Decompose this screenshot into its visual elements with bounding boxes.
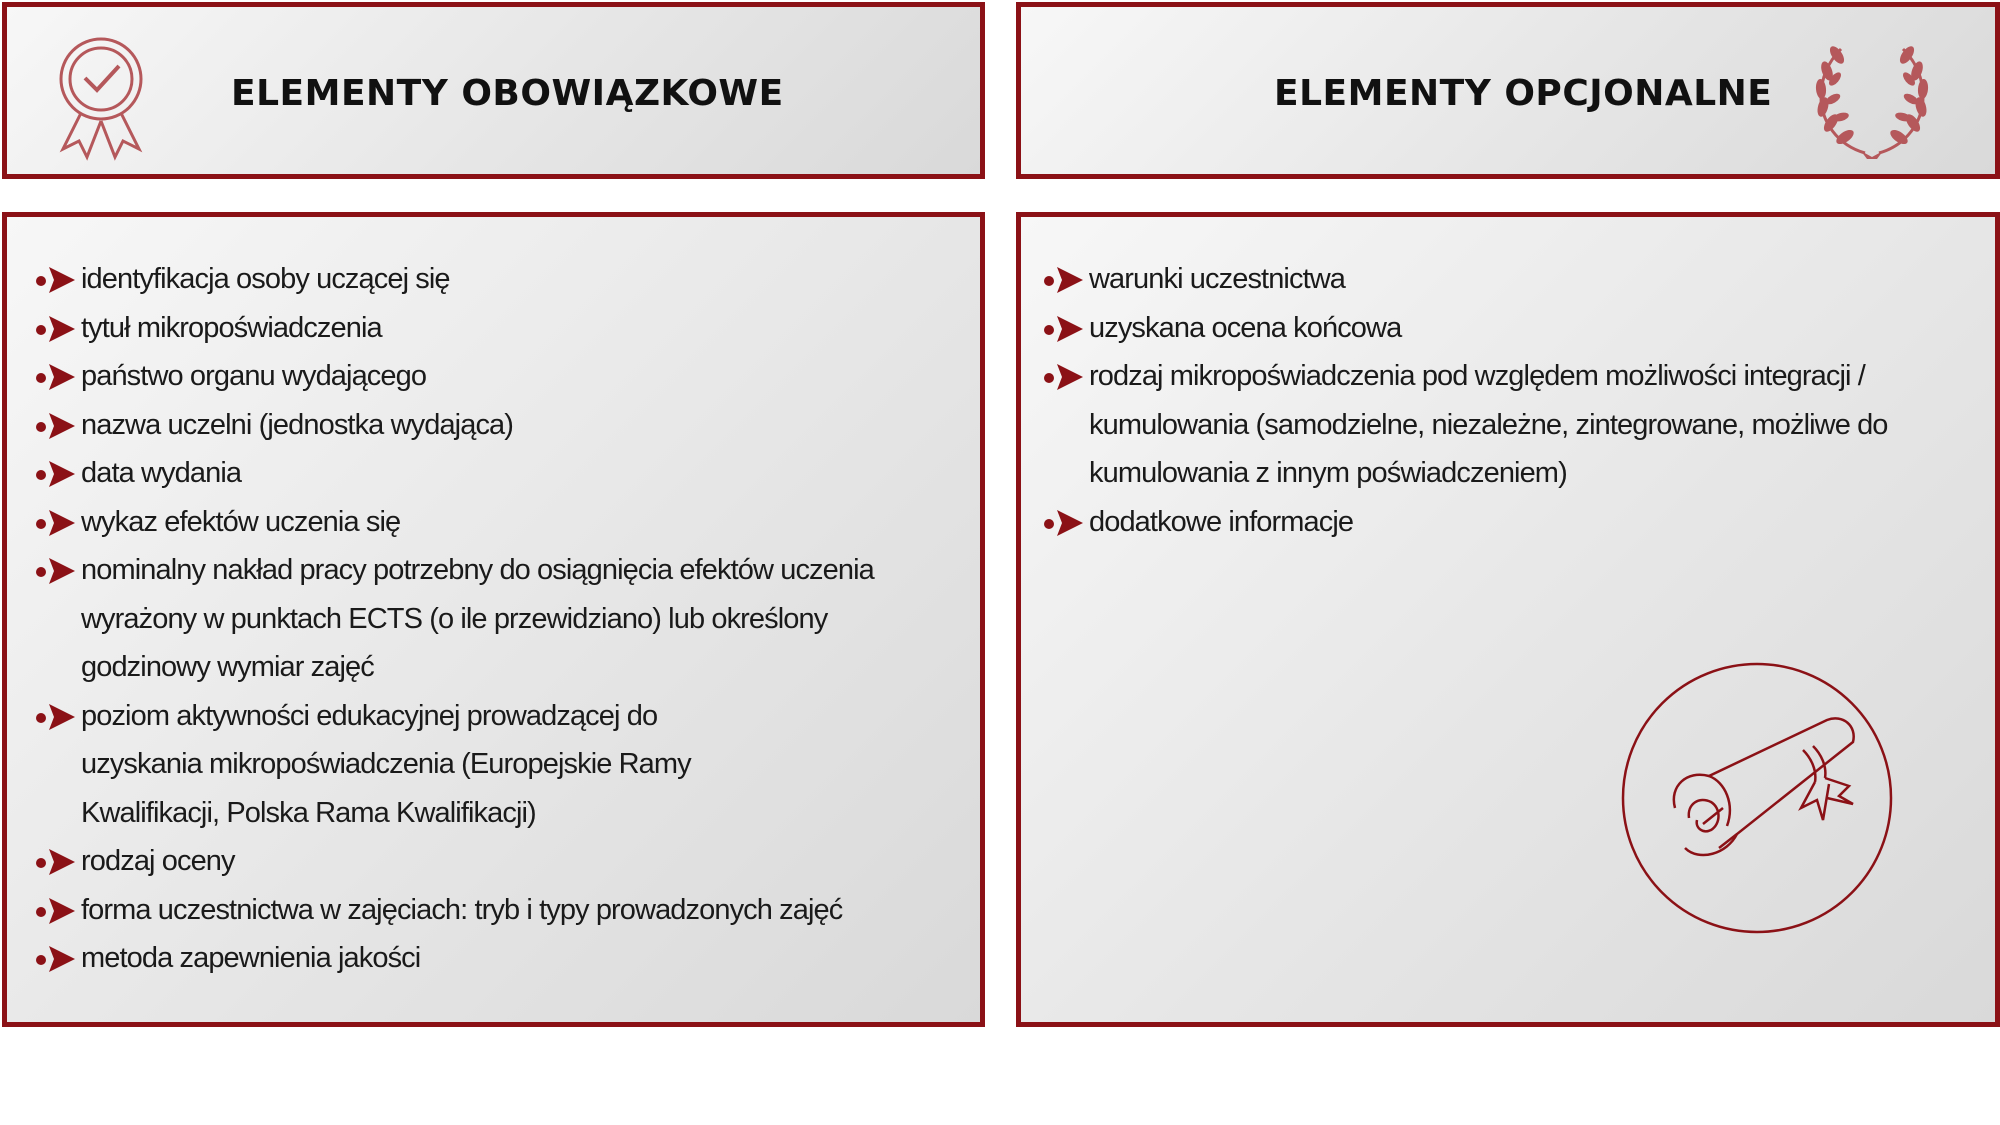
list-item: dodatkowe informacje bbox=[1043, 498, 1923, 547]
arrow-bullet-icon bbox=[1043, 264, 1085, 296]
award-ribbon-icon bbox=[51, 31, 151, 161]
diploma-scroll-icon bbox=[1617, 658, 1897, 938]
list-item: poziom aktywności edukacyjnej prowadzącej do uzyskania mikropoświadczenia (Europejskie Ramy Kwalifikacji, Polska Rama Kwalifikacji) bbox=[35, 692, 975, 838]
arrow-bullet-icon bbox=[1043, 361, 1085, 393]
list-item: warunki uczestnictwa bbox=[1043, 255, 1923, 304]
arrow-bullet-icon bbox=[35, 264, 77, 296]
arrow-bullet-icon bbox=[35, 895, 77, 927]
arrow-bullet-icon bbox=[35, 555, 77, 587]
list-item: identyfikacja osoby uczącej się bbox=[35, 255, 975, 304]
optional-list-panel bbox=[1016, 212, 2000, 1027]
arrow-bullet-icon bbox=[35, 458, 77, 490]
arrow-bullet-icon bbox=[35, 943, 77, 975]
arrow-bullet-icon bbox=[35, 361, 77, 393]
mandatory-header bbox=[2, 2, 985, 179]
laurel-wreath-icon bbox=[1807, 35, 1937, 161]
list-item: tytuł mikropoświadczenia bbox=[35, 304, 975, 353]
arrow-bullet-icon bbox=[35, 507, 77, 539]
list-item: wykaz efektów uczenia się bbox=[35, 498, 975, 547]
list-item: państwo organu wydającego bbox=[35, 352, 975, 401]
list-item: forma uczestnictwa w zajęciach: tryb i typy prowadzonych zajęć bbox=[35, 886, 975, 935]
mandatory-list bbox=[35, 255, 975, 983]
optional-title: ELEMENTY OPCJONALNE bbox=[1274, 73, 1773, 114]
list-item: metoda zapewnienia jakości bbox=[35, 934, 975, 983]
list-item: data wydania bbox=[35, 449, 975, 498]
arrow-bullet-icon bbox=[35, 846, 77, 878]
mandatory-list-panel bbox=[2, 212, 985, 1027]
list-item: uzyskana ocena końcowa bbox=[1043, 304, 1923, 353]
arrow-bullet-icon bbox=[35, 410, 77, 442]
arrow-bullet-icon bbox=[1043, 313, 1085, 345]
mandatory-title: ELEMENTY OBOWIĄZKOWE bbox=[231, 73, 784, 114]
arrow-bullet-icon bbox=[35, 701, 77, 733]
list-item: rodzaj oceny bbox=[35, 837, 975, 886]
list-item: nazwa uczelni (jednostka wydająca) bbox=[35, 401, 975, 450]
arrow-bullet-icon bbox=[1043, 507, 1085, 539]
list-item: nominalny nakład pracy potrzebny do osiągnięcia efektów uczenia wyrażony w punktach ECTS (o ile przewidziano) lub określony godzinowy wymiar zajęć bbox=[35, 546, 975, 692]
optional-header bbox=[1016, 2, 2000, 179]
optional-list bbox=[1043, 255, 1923, 546]
list-item: rodzaj mikropoświadczenia pod względem możliwości integracji / kumulowania (samodzielne, niezależne, zintegrowane, możliwe do kumulowania z innym poświadczeniem) bbox=[1043, 352, 1923, 498]
arrow-bullet-icon bbox=[35, 313, 77, 345]
